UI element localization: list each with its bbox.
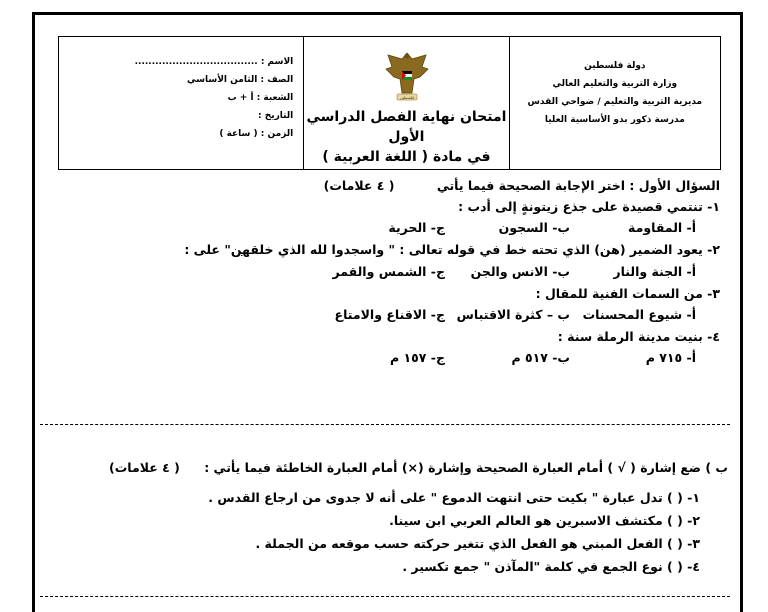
q1-item1-option-c: ج- الحرية xyxy=(388,220,445,235)
exam-title-line1: امتحان نهاية الفصل الدراسي الأول xyxy=(306,109,507,145)
ministry-name: وزارة التربية والتعليم العالي xyxy=(552,79,678,89)
q1-item4-option-c: ج- ١٥٧ م xyxy=(390,350,445,365)
q1-item2-underlined-word: هن xyxy=(230,242,251,257)
exam-title-cell xyxy=(303,37,508,169)
school-info xyxy=(509,37,720,169)
exam-header xyxy=(58,36,721,170)
date-label: التاريخ : xyxy=(257,111,294,121)
section-label: الشعبة : أ + ب xyxy=(227,93,294,103)
q1-item3-option-a: أ- شيوع المحسنات xyxy=(582,307,696,322)
bottom-divider xyxy=(40,596,730,597)
q1-item2-option-a: أ- الجنة والنار xyxy=(613,264,696,279)
emblem-caption: فلسطين xyxy=(400,95,415,100)
q1-item2-text-post: " على : xyxy=(184,242,231,257)
grade-label: الصف : الثامن الأساسي xyxy=(187,75,294,85)
q2-title-text: ب ) ضع إشارة ( √ ) أمام العبارة الصحيحة وإشارة (×) أمام العبارة الخاطئة فيما يأتي : xyxy=(204,460,728,475)
q1-item3-option-b: ب – كثرة الاقتباس xyxy=(456,307,570,322)
q1-item1-option-a: أ- المقاومة xyxy=(628,220,696,235)
q1-item2-question xyxy=(184,242,720,257)
q1-item2-option-b: ب- الانس والجن xyxy=(470,264,570,279)
q1-item4-option-a: أ- ٧١٥ م xyxy=(645,350,696,365)
student-name-field: الاسم : .................................... xyxy=(134,57,294,67)
q2-item4: ٤- ( ) نوع الجمع في كلمة "المآذن " جمع تكسير . xyxy=(402,559,700,574)
school-name: مدرسة ذكور بدو الأساسية العليا xyxy=(544,115,685,125)
q1-marks: ( ٤ علامات) xyxy=(323,178,395,193)
exam-title-line2: في مادة ( اللغة العربية ) xyxy=(322,149,491,165)
q1-title xyxy=(324,178,720,193)
q1-item2-option-c: ج- الشمس والقمر xyxy=(332,264,445,279)
time-label: الزمن : ( ساعة ) xyxy=(219,129,294,139)
q1-item1-question: ١- تنتمي قصيدة على جذع زيتونةٍ إلى أدب : xyxy=(458,199,720,214)
q1-item2-text-pre: ٢- يعود الضمير (هن) الذي تحته خط في قوله تعالى : " واسجدوا لله الذي خلق xyxy=(250,242,720,257)
q1-title-text: السؤال الأول : اختر الإجابة الصحيحة فيما يأتي xyxy=(436,178,720,193)
q2-title xyxy=(109,460,728,475)
q1-item4-question: ٤- بنيت مدينة الرملة سنة : xyxy=(557,329,720,344)
q1-item3-question: ٣- من السمات الفنية للمقال : xyxy=(535,286,720,301)
q1-item1-option-b: ب- السجون xyxy=(498,220,570,235)
section-divider xyxy=(40,424,730,425)
exam-title xyxy=(304,107,508,167)
student-info xyxy=(59,37,303,169)
q2-item2: ٢- ( ) مكتشف الاسبرين هو العالم العربي ابن سينا. xyxy=(389,513,700,528)
q2-item3: ٣- ( ) الفعل المبني هو الفعل الذي تتغير حركته حسب موقعه من الجملة . xyxy=(255,536,700,551)
q1-item4-option-b: ب- ٥١٧ م xyxy=(511,350,570,365)
country-name: دولة فلسطين xyxy=(584,61,646,71)
q2-marks: ( ٤ علامات) xyxy=(109,460,180,475)
q1-item3-option-c: ج- الاقناع والامتاع xyxy=(334,307,445,322)
q2-item1: ١- ( ) تدل عبارة " بكيت حتى انتهت الدموع " على أنه لا جدوى من ارجاع القدس . xyxy=(208,490,700,505)
directorate-name: مديرية التربية والتعليم / ضواحي القدس xyxy=(527,97,703,107)
palestine-eagle-emblem-icon xyxy=(382,47,432,103)
